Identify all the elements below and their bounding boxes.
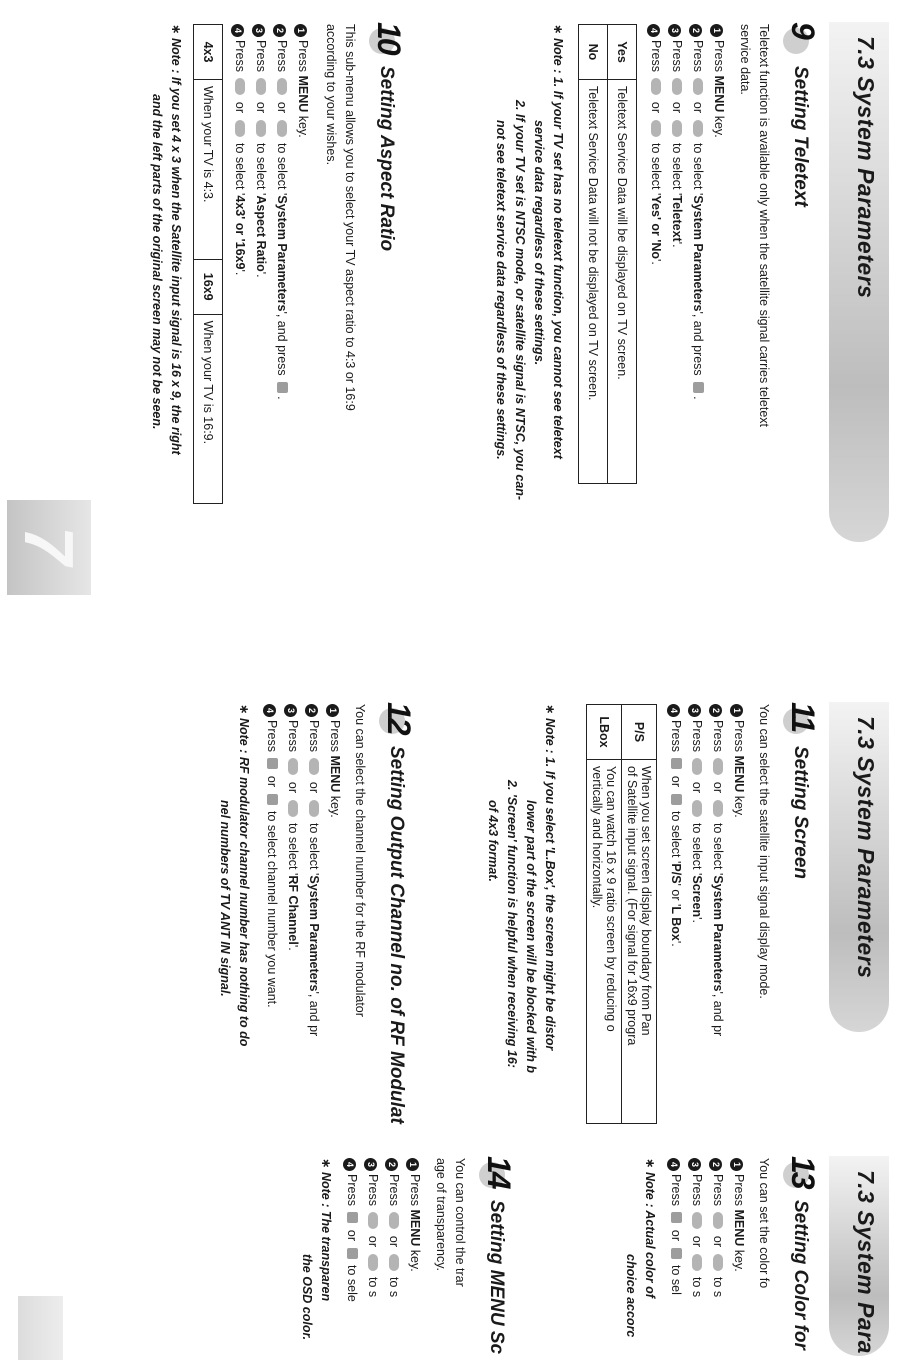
down-arrow-key-icon (288, 800, 298, 817)
step-number-icon: 1 (730, 704, 743, 717)
step-number-icon: 2 (709, 704, 722, 717)
step-2: 2Press or to select 'System Parameters', and press . (271, 24, 292, 400)
chapter-tab (7, 500, 91, 595)
left-arrow-key-icon (309, 758, 319, 775)
left-arrow-key-icon (713, 758, 723, 775)
left-arrow-key-icon (277, 78, 287, 95)
menu-key-label: MENU (328, 755, 342, 793)
option-description: When your TV is 4:3. (194, 80, 223, 260)
step-4: 4Press or to sel (665, 1158, 686, 1297)
option-description: Teletext Service Data will be displayed on TV screen. (608, 80, 637, 484)
faded-chapter-tab (18, 1296, 63, 1360)
menu-key-label: MENU (712, 75, 726, 113)
step-4: 4Press or to select 'P/S' or 'L Box'. (665, 704, 686, 1036)
section-title: Setting Screen (790, 746, 811, 880)
step-1: 1Press MENU key. (292, 24, 313, 400)
option-key: Yes (608, 25, 637, 80)
right-arrow-key-icon (309, 800, 319, 817)
teletext-option-table (578, 24, 637, 484)
step-number-icon: 3 (252, 24, 265, 37)
section-title: Setting Teletext (790, 66, 811, 207)
step-number-icon: 3 (284, 704, 297, 717)
table-row (587, 705, 622, 1124)
menu-key-label: MENU (296, 75, 310, 113)
table-row (622, 705, 657, 1124)
intro-line: according to your wishes. (324, 24, 338, 166)
section-title: Setting MENU Sc (486, 1200, 507, 1355)
section-note: ∗ Note : Actual color of choice accorc (624, 1158, 657, 1338)
step-3: 3Press or to select 'RF Channel'. (282, 704, 303, 1036)
ok-key-icon (693, 382, 704, 393)
step-1: 1Press MENU key. (728, 704, 749, 1036)
step-1: 1Press MENU key. (324, 704, 345, 1036)
step-list (645, 24, 729, 400)
step-1: 1Press MENU key. (708, 24, 729, 400)
down-arrow-key-icon (368, 1254, 378, 1271)
step-number-icon: 1 (326, 704, 339, 717)
right-arrow-key-icon (651, 120, 661, 137)
ok-key-icon (277, 382, 288, 393)
intro-line: Teletext function is available only when the satellite signal carries teletext (757, 24, 771, 427)
step-number-icon: 2 (273, 24, 286, 37)
step-list (261, 704, 345, 1036)
step-number-icon: 1 (406, 1158, 419, 1171)
right-arrow-key-icon (713, 800, 723, 817)
right-arrow-key-icon (389, 1254, 399, 1271)
section-intro (321, 24, 359, 411)
manual-page-left (0, 0, 913, 640)
step-number-icon: 3 (364, 1158, 377, 1171)
step-number-icon: 3 (688, 704, 701, 717)
step-number-icon: 2 (305, 704, 318, 717)
step-number-icon: 4 (231, 24, 244, 37)
step-number-icon: 2 (385, 1158, 398, 1171)
step-2: 2Press or to s (383, 1158, 404, 1302)
step-2: 2Press or to select 'System Parameters', and pr (303, 704, 324, 1036)
step-3: 3Press or to s (362, 1158, 383, 1302)
section-header: 7.3 System Parameters (853, 36, 879, 299)
left-key-icon (347, 1212, 358, 1223)
section-intro (431, 1158, 469, 1287)
option-key: 16x9 (194, 259, 223, 314)
intro-line: You can control the trar (453, 1158, 467, 1287)
up-arrow-key-icon (368, 1212, 378, 1229)
section-header: 7.3 System Parameters (853, 716, 879, 979)
section-intro (350, 704, 369, 1017)
step-number-icon: 1 (730, 1158, 743, 1171)
up-arrow-key-icon (288, 758, 298, 775)
screen-option-table (586, 704, 657, 1124)
section-rf-channel (33, 702, 417, 1132)
section-number: 13 (785, 1156, 821, 1188)
option-description: You can watch 16 x 9 ratio screen by reducing o vertically and horizontally. (587, 760, 622, 1124)
step-number-icon: 3 (668, 24, 681, 37)
manual-page-right-partial (0, 1150, 913, 1360)
section-number: 14 (481, 1156, 517, 1188)
option-description: When you set screen display boundary from Pan of Satellite input signal. (For signal for 16x9 progra (622, 760, 657, 1124)
intro-line: service data. (738, 24, 752, 95)
section-note: ∗ Note : 1. If you select 'L.Box', the screen might be distor lower part of the screen will be blocked with b 2. 'Screen' function is helpful when receiving 16: of 4x3 format. (486, 704, 557, 1073)
intro-line: This sub-menu allows you to select your TV aspect ratio to 4:3 or 16:9 (343, 24, 357, 411)
right-key-icon (347, 1248, 358, 1259)
up-arrow-key-icon (256, 78, 266, 95)
section-title: Setting Output Channel no. of RF Modulat (386, 746, 407, 1124)
right-key-icon (671, 1248, 682, 1259)
down-arrow-key-icon (692, 1254, 702, 1271)
down-arrow-key-icon (256, 120, 266, 137)
up-arrow-key-icon (692, 758, 702, 775)
step-number-icon: 4 (647, 24, 660, 37)
step-3: 3Press or to select 'Screen'. (686, 704, 707, 1036)
step-1: 1Press MENU key. (728, 1158, 749, 1297)
section-screen (407, 702, 821, 1132)
step-number-icon: 1 (710, 24, 723, 37)
section-number: 9 (785, 22, 821, 38)
right-arrow-key-icon (693, 120, 703, 137)
option-key: No (579, 25, 608, 80)
right-key-icon (671, 794, 682, 805)
left-key-icon (267, 758, 278, 769)
section-number: 11 (785, 702, 821, 732)
section-intro (754, 704, 773, 999)
step-1: 1Press MENU key. (404, 1158, 425, 1302)
step-number-icon: 4 (263, 704, 276, 717)
step-4: 4Press or to select channel number you want. (261, 704, 282, 1036)
up-arrow-key-icon (692, 1212, 702, 1229)
left-key-icon (671, 758, 682, 769)
step-number-icon: 1 (294, 24, 307, 37)
section-note: ∗ Note : The transparen the OSD color. (300, 1158, 333, 1341)
step-number-icon: 4 (667, 1158, 680, 1171)
table-row (608, 25, 637, 484)
section-note: ∗ Note : If you set 4 x 3 when the Satellite input signal is 16 x 9, the right and the left parts of the original screen may not be seen. (150, 24, 183, 455)
right-key-icon (267, 794, 278, 805)
section-header-bar (829, 702, 889, 1032)
option-key: P/S (622, 705, 657, 760)
section-header: 7.3 System Para (853, 1170, 879, 1354)
step-number-icon: 2 (689, 24, 702, 37)
step-2: 2Press or to select 'System Parameters', and pr (707, 704, 728, 1036)
step-4: 4Press or to sele (341, 1158, 362, 1302)
step-number-icon: 4 (343, 1158, 356, 1171)
left-arrow-key-icon (389, 1212, 399, 1229)
step-number-icon: 2 (709, 1158, 722, 1171)
section-menu-screen (213, 1156, 517, 1360)
up-arrow-key-icon (672, 78, 682, 95)
section-teletext (397, 22, 821, 632)
section-note: ∗ Note : 1. If your TV set has no teletext function, you cannot see teletext service data regardless of these settings. 2. If your TV set is NTSC mode, or satellite signal is NTSC, you can- not see teletext service data regardless of these settings. (494, 24, 565, 501)
left-arrow-key-icon (713, 1212, 723, 1229)
down-arrow-key-icon (672, 120, 682, 137)
section-title: Setting Color for (790, 1200, 811, 1350)
intro-line: age of transparency. (434, 1158, 448, 1272)
table-row (579, 25, 608, 484)
section-intro (754, 1158, 773, 1288)
right-arrow-key-icon (713, 1254, 723, 1271)
left-arrow-key-icon (693, 78, 703, 95)
section-number: 12 (381, 702, 417, 734)
step-2: 2Press or to s (707, 1158, 728, 1297)
step-3: 3Press or to select 'Teletext'. (666, 24, 687, 400)
left-key-icon (671, 1212, 682, 1223)
step-list (229, 24, 313, 400)
table-row (194, 25, 223, 504)
step-number-icon: 4 (667, 704, 680, 717)
section-number: 10 (371, 22, 407, 54)
step-number-icon: 3 (688, 1158, 701, 1171)
step-4: 4Press or to select '4x3' or '16x9'. (229, 24, 250, 400)
option-key: 4x3 (194, 25, 223, 80)
step-2: 2Press or to select 'System Parameters', and press . (687, 24, 708, 400)
left-arrow-key-icon (235, 78, 245, 95)
option-description: When your TV is 16:9. (194, 314, 223, 503)
step-3: 3Press or to select 'Aspect Ratio'. (250, 24, 271, 400)
option-key: LBox (587, 705, 622, 760)
right-arrow-key-icon (235, 120, 245, 137)
chapter-number: 7 (10, 526, 88, 565)
menu-key-label: MENU (732, 1209, 746, 1247)
right-arrow-key-icon (277, 120, 287, 137)
section-intro (735, 24, 773, 427)
step-list (665, 704, 749, 1036)
menu-key-label: MENU (732, 755, 746, 793)
left-arrow-key-icon (651, 78, 661, 95)
intro-line: You can set the color fo (757, 1158, 771, 1289)
step-3: 3Press or to s (686, 1158, 707, 1297)
option-description: Teletext Service Data will not be displayed on TV screen. (579, 80, 608, 484)
section-header-bar (829, 22, 889, 542)
aspect-option-table (193, 24, 223, 504)
manual-page-middle (0, 680, 913, 1140)
intro-line: You can select the channel number for the RF modulator (353, 704, 367, 1017)
step-4: 4Press or to select 'Yes' or 'No'. (645, 24, 666, 400)
menu-key-label: MENU (408, 1209, 422, 1247)
down-arrow-key-icon (692, 800, 702, 817)
section-title: Setting Aspect Ratio (376, 66, 397, 252)
section-note: ∗ Note : RF modulator channel number has nothing to do nel numbers of TV ANT IN signal. (218, 704, 251, 1047)
section-header-bar (829, 1156, 889, 1356)
section-color (517, 1156, 821, 1360)
step-list (341, 1158, 425, 1302)
step-list (665, 1158, 749, 1297)
intro-line: You can select the satellite input signal display mode. (757, 704, 771, 999)
